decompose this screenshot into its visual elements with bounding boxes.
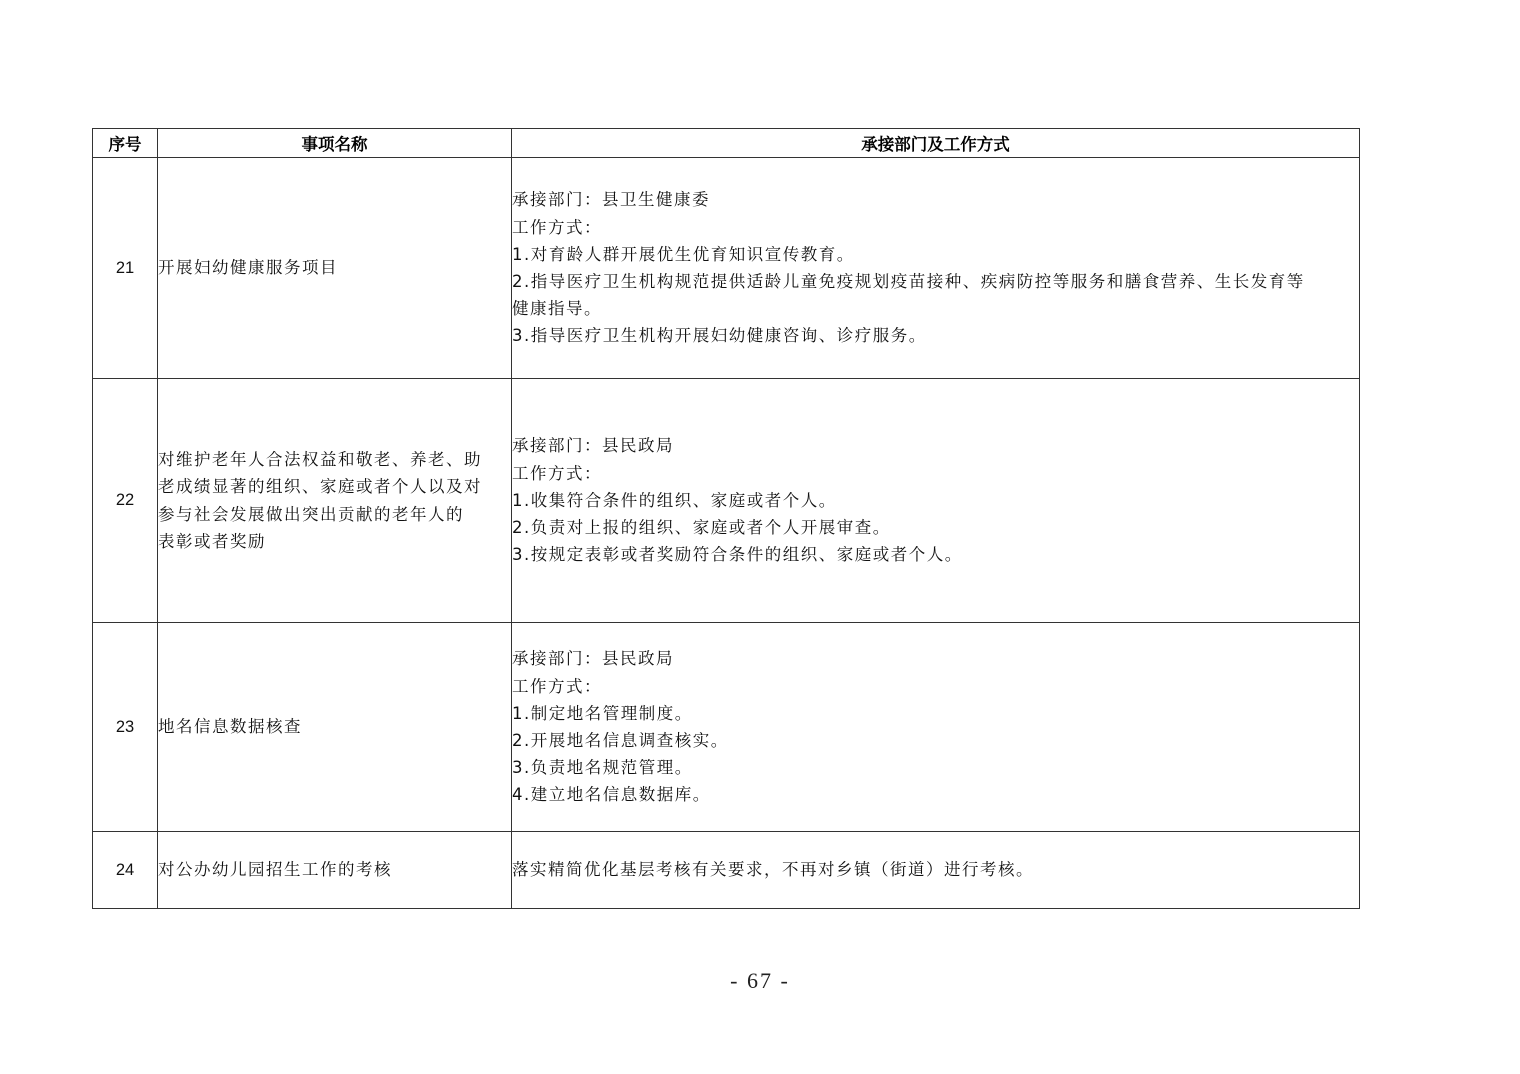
method-line: 2.负责对上报的组织、家庭或者个人开展审查。 [512,518,891,538]
header-number: 序号 [93,129,158,158]
table-row [93,832,1360,909]
method-line: 4.建立地名信息数据库。 [512,785,711,805]
header-item-name: 事项名称 [158,129,512,158]
method-line: 健康指导。 [512,299,602,319]
item-name [158,158,512,379]
method-line: 1.对育龄人群开展优生优育知识宣传教育。 [512,244,855,264]
row-number: 23 [93,623,158,832]
item-name [158,832,512,909]
item-name [158,623,512,832]
item-name-line: 地名信息数据核查 [158,717,302,737]
method-line: 承接部门：县卫生健康委 [512,190,710,210]
method-line: 1.制定地名管理制度。 [512,703,693,723]
table-row [93,623,1360,832]
item-name-line: 表彰或者奖励 [158,532,266,551]
table-row [93,379,1360,623]
item-name-line: 参与社会发展做出突出贡献的老年人的 [158,504,464,524]
row-number: 22 [93,379,158,623]
item-name-line: 对维护老年人合法权益和敬老、养老、助 [158,449,482,469]
method-line: 承接部门：县民政局 [512,436,674,456]
page-number: - 67 - [730,968,790,993]
row-number: 21 [93,158,158,379]
dept-method [512,832,1360,909]
method-line: 落实精简优化基层考核有关要求，不再对乡镇（街道）进行考核。 [512,860,1034,880]
item-name-line: 开展妇幼健康服务项目 [158,258,338,278]
method-line: 3.负责地名规范管理。 [512,758,693,778]
method-line: 工作方式： [512,217,602,237]
table-header-row [93,129,1360,158]
method-line: 工作方式： [512,463,602,483]
method-line: 3.按规定表彰或者奖励符合条件的组织、家庭或者个人。 [512,545,963,565]
dept-method [512,158,1360,379]
item-name-line: 对公办幼儿园招生工作的考核 [158,860,392,880]
item-name-line: 老成绩显著的组织、家庭或者个人以及对 [158,477,482,496]
method-line: 1.收集符合条件的组织、家庭或者个人。 [512,490,837,510]
items-table [92,128,1360,909]
method-line: 2.指导医疗卫生机构规范提供适龄儿童免疫规划疫苗接种、疾病防控等服务和膳食营养、生长发育等 [512,272,1305,291]
table-row [93,158,1360,379]
method-line: 3.指导医疗卫生机构开展妇幼健康咨询、诊疗服务。 [512,326,927,346]
dept-method [512,379,1360,623]
header-dept-method: 承接部门及工作方式 [512,129,1360,158]
row-number: 24 [93,832,158,909]
method-line: 工作方式： [512,676,602,696]
method-line: 2.开展地名信息调查核实。 [512,731,729,750]
method-line: 承接部门：县民政局 [512,649,674,669]
dept-method [512,623,1360,832]
item-name [158,379,512,623]
